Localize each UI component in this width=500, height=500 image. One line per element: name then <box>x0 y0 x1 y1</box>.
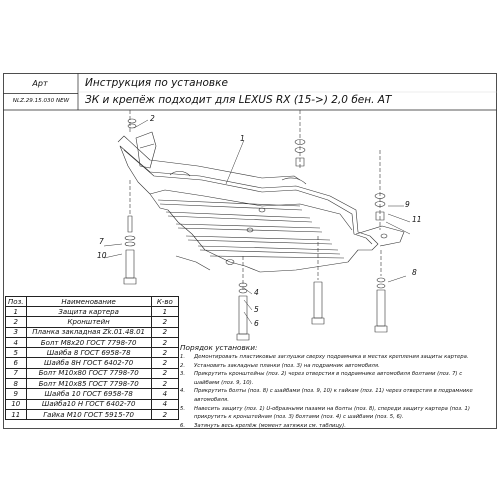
callout-9: 9 <box>405 200 410 209</box>
col-header-qty: К-во <box>151 297 178 307</box>
step-number: 3. <box>180 371 186 378</box>
step-text: Затянуть весь крепёж (момент затяжки см. таблицу). <box>194 422 346 429</box>
table-row <box>6 389 179 399</box>
procedure-step <box>180 363 380 369</box>
part-qty: 2 <box>151 348 178 358</box>
table-row <box>6 327 179 337</box>
part-pos: 11 <box>6 409 27 419</box>
parts-table-header <box>6 297 179 307</box>
article-label: Арт <box>32 79 48 88</box>
part-name: Болт М8х20 ГОСТ 7798-70 <box>26 337 151 347</box>
part-qty: 4 <box>151 389 178 399</box>
part-name: Защита картера <box>26 307 151 317</box>
callout-2: 2 <box>150 114 155 123</box>
part-name: Шайба 10 ГОСТ 6958-78 <box>26 389 151 399</box>
table-row <box>6 368 179 378</box>
part-name: Гайка М10 ГОСТ 5915-70 <box>26 409 151 419</box>
part-qty: 2 <box>151 379 178 389</box>
procedure-step <box>180 423 346 429</box>
step-text-continued: шайбами (поз. 9, 10). <box>194 379 254 386</box>
part-name: Болт М10х80 ГОСТ 7798-70 <box>26 368 151 378</box>
col-header-pos: Поз. <box>6 297 27 307</box>
callout-7: 7 <box>99 237 104 246</box>
part-name: Болт М10х85 ГОСТ 7798-70 <box>26 379 151 389</box>
step-text: Установить закладные планки (поз. 3) на подрамник автомобиля. <box>194 362 380 369</box>
table-row <box>6 379 179 389</box>
left-bolt-stack <box>124 110 136 284</box>
part-qty: 2 <box>151 337 178 347</box>
part-pos: 6 <box>6 358 27 368</box>
callout-5: 5 <box>254 305 259 314</box>
part-name: Планка закладная Zk.01.48.01 <box>26 327 151 337</box>
step-number: 6. <box>180 422 186 429</box>
callout-4: 4 <box>254 288 259 297</box>
part-pos: 1 <box>6 307 27 317</box>
part-pos: 10 <box>6 399 27 409</box>
step-number: 2. <box>180 362 186 369</box>
part-name: Шайба 8 ГОСТ 6958-78 <box>26 348 151 358</box>
part-pos: 9 <box>6 389 27 399</box>
step-text: Демонтировать пластиковые заглушки сверху подрамника в местах крепления защиты картера. <box>194 354 469 360</box>
table-row <box>6 399 179 409</box>
part-qty: 1 <box>151 307 178 317</box>
part-pos: 3 <box>6 327 27 337</box>
part-pos: 4 <box>6 337 27 347</box>
step-text: Прикрутить кронштейны (поз. 2) через отверстия в подрамнике автомобиля болтами (поз. 7) с <box>194 371 463 378</box>
table-row <box>6 409 179 419</box>
part-qty: 2 <box>151 327 178 337</box>
step-text: Прикрутить болты (поз. 8) с шайбами (поз. 9, 10) к гайкам (поз. 11) через отверстия в подрамнике <box>194 388 473 395</box>
step-text: Навесить защиту (поз. 1) U-образными пазами на болты (поз. 8), спереди защиту картера (поз. 1) <box>194 405 470 412</box>
step-text-continued: автомобиля. <box>194 397 229 403</box>
table-row <box>6 348 179 358</box>
parts-table <box>5 296 179 420</box>
table-row <box>6 337 179 347</box>
step-number: 4. <box>180 388 186 395</box>
callout-10: 10 <box>97 251 107 260</box>
step-text-continued: прикрутить к кронштейнам (поз. 3) болтами (поз. 4) с шайбами (поз. 5, 6). <box>194 414 404 421</box>
callout-1: 1 <box>240 134 245 143</box>
part-name: Шайба10 Н ГОСТ 6402-70 <box>26 399 151 409</box>
part-qty: 2 <box>151 409 178 419</box>
article-code: NLZ.29.15.030 NEW <box>12 98 70 104</box>
table-row <box>6 317 179 327</box>
part-pos: 8 <box>6 379 27 389</box>
callout-8: 8 <box>412 268 417 277</box>
part-name: Кронштейн <box>26 317 151 327</box>
part-qty: 4 <box>151 399 178 409</box>
part-pos: 2 <box>6 317 27 327</box>
part-pos: 5 <box>6 348 27 358</box>
procedure-title: Порядок установки: <box>180 343 258 352</box>
right-top-hardware <box>295 110 385 230</box>
procedure-step <box>180 406 470 412</box>
part-pos: 7 <box>6 368 27 378</box>
part-qty: 2 <box>151 358 178 368</box>
skid-plate <box>118 136 404 272</box>
table-row <box>6 358 179 368</box>
page-title: Инструкция по установке <box>85 77 228 89</box>
callout-11: 11 <box>412 215 422 224</box>
page-subtitle: ЗК и крепёж подходит для LEXUS RX (15->) 2,0 бен. АТ <box>85 94 392 106</box>
procedure-step <box>180 371 462 377</box>
part-qty: 2 <box>151 368 178 378</box>
procedure-step <box>180 388 473 394</box>
callout-6: 6 <box>254 319 259 328</box>
part-name: Шайба 8Н ГОСТ 6402-70 <box>26 358 151 368</box>
table-row <box>6 307 179 317</box>
col-header-name: Наименование <box>26 297 151 307</box>
procedure-step <box>180 354 469 360</box>
step-number: 5. <box>180 405 186 412</box>
part-qty: 2 <box>151 317 178 327</box>
step-number: 1. <box>180 354 186 360</box>
